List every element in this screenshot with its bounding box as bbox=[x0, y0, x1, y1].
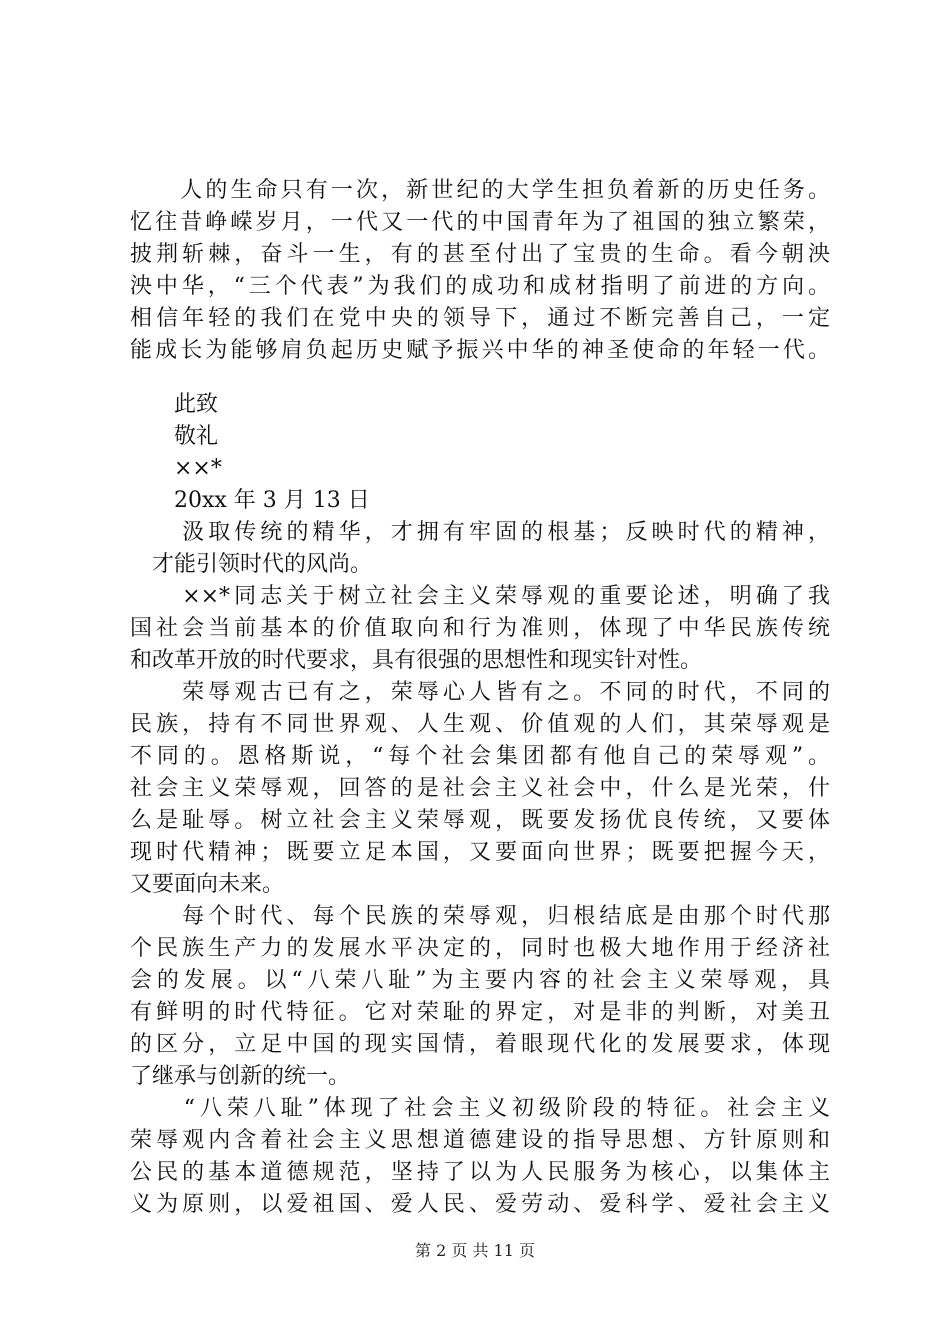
text-line: 的区分，立足中国的现实国情，着眼现代化的发展要求，体现 bbox=[130, 1032, 830, 1057]
page-footer: 第 2 页 共 11 页 bbox=[415, 1241, 535, 1260]
text-line: 相信年轻的我们在党中央的领导下，通过不断完善自己，一定 bbox=[130, 306, 830, 331]
text-line: 有鲜明的时代特征。它对荣耻的界定，对是非的判断，对美丑 bbox=[130, 1000, 830, 1025]
text-line: 忆往昔峥嵘岁月，一代又一代的中国青年为了祖国的独立繁荣， bbox=[130, 210, 830, 235]
text-line: 和改革开放的时代要求，具有很强的思想性和现实针对性。 bbox=[130, 648, 703, 673]
text-line: 汲取传统的精华，才拥有牢固的根基；反映时代的精神， bbox=[130, 520, 830, 545]
closing-regards: 敬礼 bbox=[130, 424, 219, 449]
signature-name: ××* bbox=[130, 456, 222, 481]
text-line: 每个时代、每个民族的荣辱观，归根结底是由那个时代那 bbox=[130, 904, 830, 929]
text-line: 披荆斩棘，奋斗一生，有的甚至付出了宝贵的生命。看今朝泱 bbox=[130, 242, 830, 267]
text-line: 社会主义荣辱观，回答的是社会主义社会中，什么是光荣，什 bbox=[130, 776, 830, 801]
text-line: 又要面向未来。 bbox=[130, 872, 285, 897]
text-line: 荣辱观古已有之，荣辱心人皆有之。不同的时代，不同的 bbox=[130, 680, 830, 705]
text-line: 了继承与创新的统一。 bbox=[130, 1064, 351, 1089]
signature-date: 20xx 年 3 月 13 日 bbox=[130, 488, 370, 513]
text-line: 公民的基本道德规范，坚持了以为人民服务为核心，以集体主 bbox=[130, 1160, 830, 1185]
text-line: 才能引领时代的风尚。 bbox=[130, 552, 373, 577]
text-line: 荣辱观内含着社会主义思想道德建设的指导思想、方针原则和 bbox=[130, 1128, 830, 1153]
text-line: 现时代精神；既要立足本国，又要面向世界；既要把握今天， bbox=[130, 840, 830, 865]
text-line: 义为原则，以爱祖国、爱人民、爱劳动、爱科学、爱社会主义 bbox=[130, 1192, 830, 1217]
text-line: ××*同志关于树立社会主义荣辱观的重要论述，明确了我 bbox=[130, 584, 830, 609]
text-line: 么是耻辱。树立社会主义荣辱观，既要发扬优良传统，又要体 bbox=[130, 808, 830, 833]
text-line: “八荣八耻”体现了社会主义初级阶段的特征。社会主义 bbox=[130, 1096, 830, 1121]
text-line: 人的生命只有一次，新世纪的大学生担负着新的历史任务。 bbox=[130, 178, 830, 203]
text-line: 国社会当前基本的价值取向和行为准则，体现了中华民族传统 bbox=[130, 616, 830, 641]
text-line: 个民族生产力的发展水平决定的，同时也极大地作用于经济社 bbox=[130, 936, 830, 961]
text-line: 会的发展。以“八荣八耻”为主要内容的社会主义荣辱观，具 bbox=[130, 968, 830, 993]
text-line: 泱中华，“三个代表”为我们的成功和成材指明了前进的方向。 bbox=[130, 274, 830, 299]
closing-salutation: 此致 bbox=[130, 392, 219, 417]
text-line: 能成长为能够肩负起历史赋予振兴中华的神圣使命的年轻一代。 bbox=[130, 338, 830, 363]
text-line: 不同的。恩格斯说，“每个社会集团都有他自己的荣辱观”。 bbox=[130, 744, 830, 769]
text-line: 民族，持有不同世界观、人生观、价值观的人们，其荣辱观是 bbox=[130, 712, 830, 737]
